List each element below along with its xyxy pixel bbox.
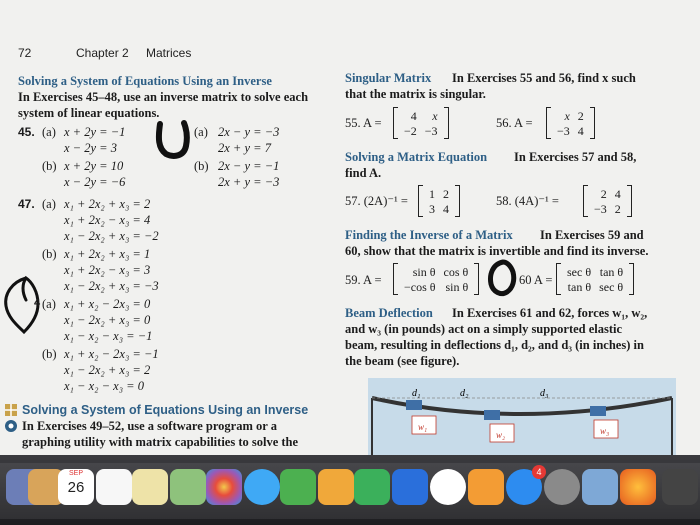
exercise-47a-eq1: x₁ + 2x₂ + x₃ = 2 [64, 197, 151, 211]
right-section-1-title: Singular Matrix [345, 71, 432, 85]
exercise-45a-label: (a) [42, 125, 56, 139]
keynote-icon[interactable] [392, 469, 428, 505]
exercise-47b-eq1: x₁ + 2x₂ + x₃ = 1 [64, 247, 151, 261]
left-section-1-body-line1: In Exercises 45–48, use an inverse matrix to solve each [18, 90, 309, 104]
exercise-45-number: 45. [18, 125, 35, 139]
exercise-48b-eq2: x₁ − 2x₂ + x₃ = 2 [64, 363, 151, 377]
figure-label-d1: d₁ [412, 388, 421, 399]
page-number: 72 [18, 46, 32, 60]
exercise-46a-eq1: 2x − y = −3 [218, 125, 280, 139]
app-store-badge: 4 [532, 465, 546, 479]
exercise-57-label: 57. (2A)⁻¹ = [345, 194, 408, 208]
exercise-47b-eq2: x₁ + 2x₂ − x₃ = 3 [64, 263, 151, 277]
exercise-45b-eq1: x + 2y = 10 [64, 159, 124, 173]
exercise-45b-eq2: x − 2y = −6 [64, 175, 126, 189]
exercise-55-matrix: 4 x −2 −3 [393, 107, 449, 139]
exercise-47a-eq3: x₁ − 2x₂ + x₃ = −2 [64, 229, 159, 243]
macos-dock [0, 455, 700, 525]
exercise-56-matrix: x 2 −3 4 [546, 107, 595, 139]
exercise-48a-eq3: x₁ − x₂ − x₃ = −1 [64, 329, 153, 343]
exercise-55-label: 55. A = [345, 116, 382, 130]
exercise-47a-label: (a) [42, 197, 56, 211]
figure-label-w1: w₁ [418, 422, 428, 432]
right-section-3-title: Finding the Inverse of a Matrix [345, 228, 513, 242]
software-icon [4, 419, 18, 433]
exercise-46b-label: (b) [194, 159, 209, 173]
exercise-57-matrix: 1 2 3 4 [418, 185, 460, 217]
exercise-58-label: 58. (4A)⁻¹ = [496, 194, 559, 208]
numbers-icon[interactable] [354, 469, 390, 505]
trash-icon[interactable] [662, 469, 698, 505]
firefox-icon[interactable] [620, 469, 656, 505]
right-section-4-body-line2: and w₃ (in pounds) act on a simply supported elastic [345, 322, 623, 336]
app-store-icon[interactable] [506, 469, 542, 505]
maps-icon[interactable] [170, 469, 206, 505]
right-section-4-body-line3: beam, resulting in deflections d₁, d₂, and d₃ (in inches) in [345, 338, 644, 352]
handwritten-mark-60 [485, 258, 519, 298]
pages-icon[interactable] [318, 469, 354, 505]
system-preferences-icon[interactable] [544, 469, 580, 505]
exercise-56-label: 56. A = [496, 116, 533, 130]
exercise-47-number: 47. [18, 197, 35, 211]
exercise-45a-eq2: x − 2y = 3 [64, 141, 117, 155]
left-section-1-body-line2: system of linear equations. [18, 106, 160, 120]
exercise-48a-eq2: x₁ − 2x₂ + x₃ = 0 [64, 313, 151, 327]
ibooks-icon[interactable] [468, 469, 504, 505]
exercise-60-matrix: sec θ tan θ tan θ sec θ [556, 263, 634, 295]
left-section-2-body-line1: In Exercises 49–52, use a software program or a [22, 419, 277, 433]
technology-icon [4, 403, 18, 417]
exercise-46b-eq1: 2x − y = −1 [218, 159, 280, 173]
stickies-icon[interactable] [132, 469, 168, 505]
chapter-title: Matrices [146, 46, 192, 60]
itunes-icon[interactable] [430, 469, 466, 505]
right-section-2-title: Solving a Matrix Equation [345, 150, 488, 164]
right-section-2-body-line1: In Exercises 57 and 58, [514, 150, 637, 164]
figure-label-w2: w₂ [496, 430, 506, 440]
exercise-48b-eq3: x₁ − x₂ − x₃ = 0 [64, 379, 144, 393]
right-section-1-body-line1: In Exercises 55 and 56, find x such [452, 71, 636, 85]
exercise-46a-label: (a) [194, 125, 208, 139]
left-section-2-body-line2: graphing utility with matrix capabilities to solve the [22, 435, 299, 449]
exercise-48b-label: (b) [42, 347, 57, 361]
exercise-48a-eq1: x₁ + x₂ − 2x₃ = 0 [64, 297, 151, 311]
facetime-icon[interactable] [280, 469, 316, 505]
figure-label-d2: d₂ [460, 388, 469, 399]
right-section-4-title: Beam Deflection [345, 306, 433, 320]
figure-label-d3: d₃ [540, 388, 549, 399]
exercise-47b-eq3: x₁ − 2x₂ + x₃ = −3 [64, 279, 159, 293]
exercise-45a-eq1: x + 2y = −1 [64, 125, 126, 139]
left-section-2-title: Solving a System of Equations Using an Inverse [22, 403, 309, 417]
exercise-59-matrix: sin θ cos θ −cos θ sin θ [393, 263, 479, 295]
exercise-59-label: 59. A = [345, 273, 382, 287]
exercise-58-matrix: 2 4 −3 2 [583, 185, 632, 217]
calendar-icon[interactable] [58, 469, 94, 505]
figure-label-w3: w₃ [600, 426, 610, 436]
exercise-46a-eq2: 2x + y = 7 [218, 141, 271, 155]
right-section-4-body-line1: In Exercises 61 and 62, forces w₁, w₂, [452, 306, 648, 320]
exercise-45b-label: (b) [42, 159, 57, 173]
right-section-4-body-line4: the beam (see figure). [345, 354, 460, 368]
right-section-2-body-line2: find A. [345, 166, 382, 180]
calendar-month: SEP [68, 470, 83, 477]
chapter-label: Chapter 2 [76, 46, 129, 60]
left-section-1-title: Solving a System of Equations Using an Inverse [18, 74, 272, 88]
exercise-46b-eq2: 2x + y = −3 [218, 175, 280, 189]
exercise-48a-label: (a) [42, 297, 56, 311]
exercise-60-label: 60 A = [519, 273, 553, 287]
calendar-day: 26 [67, 479, 85, 496]
preview-icon[interactable] [582, 469, 618, 505]
right-section-3-body-line2: 60, show that the matrix is invertible and find its inverse. [345, 244, 649, 258]
right-section-1-body-line2: that the matrix is singular. [345, 87, 486, 101]
exercise-48-number: 4 [34, 297, 41, 309]
reminders-icon[interactable] [96, 469, 132, 505]
right-section-3-body-line1: In Exercises 59 and [540, 228, 644, 242]
beam-deflection-figure [368, 378, 676, 455]
exercise-48b-eq1: x₁ + x₂ − 2x₃ = −1 [64, 347, 159, 361]
exercise-47b-label: (b) [42, 247, 57, 261]
exercise-47a-eq2: x₁ + 2x₂ − x₃ = 4 [64, 213, 151, 227]
handwritten-mark-46 [154, 118, 192, 160]
photos-icon[interactable] [206, 469, 242, 505]
messages-icon[interactable] [244, 469, 280, 505]
